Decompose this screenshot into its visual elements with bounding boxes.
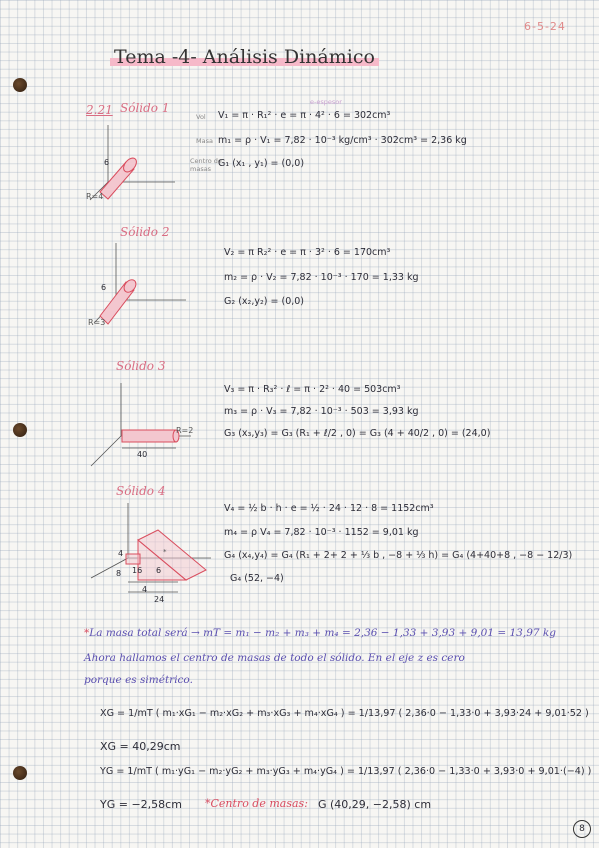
svg-text:*: * [163,548,167,556]
total-mass-text: La masa total será → mT = m₁ − m₂ + m₃ + m₄ = 2,36 − 1,33 + 3,93 + 9,01 = 13,97 kg [89,627,556,639]
annotation-masa: Masa [196,137,213,145]
xg-formula: XG = 1/mT ( m₁·xG₁ − m₂·xG₂ + m₃·xG₃ + m₄·xG₄ ) = 1/13,97 ( 2,36·0 − 1,33·0 + 3,93·24 + 9,01·52 ) [100,708,589,719]
asterisk: * [84,627,90,639]
annotation-espesor: e-espesor [310,98,342,106]
annotation-centro: Centro de masas [190,157,222,173]
date: 6-5-24 [524,20,566,33]
solid2-volume: V₂ = π R₂² · e = π · 3² · 6 = 170cm³ [224,247,391,258]
solid4-dim-b: 24 [154,595,165,604]
solid4-mass: m₄ = ρ V₄ = 7,82 · 10⁻³ · 1152 = 9,01 kg [224,527,419,538]
solid2-mass: m₂ = ρ · V₂ = 7,82 · 10⁻³ · 170 = 1,33 kg [224,272,419,283]
centro-label: *Centro de masas: [205,797,308,810]
instruction-text-1: Ahora hallamos el centro de masas de todo el sólido. En el eje z es cero [84,652,465,664]
solid4-volume: V₄ = ½ b · h · e = ½ · 24 · 12 · 8 = 1152cm³ [224,503,434,514]
solid4-diagram [86,498,226,608]
binder-hole [13,766,27,780]
annotation-vol: Vol [196,113,206,121]
solid4-dim-4b: 4 [142,585,148,594]
solid4-label: Sólido 4 [116,484,166,498]
yg-result: YG = −2,58cm [100,798,182,811]
binder-hole [13,78,27,92]
solid4-center-result: G₄ (52, −4) [230,573,284,584]
solid1-label: Sólido 1 [120,101,170,115]
solid4-dim-16: 16 [132,566,143,575]
page-number: 8 [573,820,591,838]
binder-hole [13,423,27,437]
solid1-dim-r: R=4 [86,192,104,201]
solid1-center: G₁ (x₁ , y₁) = (0,0) [218,158,305,169]
solid2-label: Sólido 2 [120,225,170,239]
solid3-volume: V₃ = π · R₃² · ℓ = π · 2² · 40 = 503cm³ [224,384,401,395]
total-mass-line [84,627,556,639]
solid2-dim-r: R=3 [88,318,106,327]
solid2-center: G₂ (x₂,y₂) = (0,0) [224,296,305,307]
solid2-dim-e: 6 [101,283,107,292]
section-number: 2.21 [86,103,113,117]
yg-formula: YG = 1/mT ( m₁·yG₁ − m₂·yG₂ + m₃·yG₃ + m₄·yG₄ ) = 1/13,97 ( 2,36·0 − 1,33·0 + 3,93·0 + 9,01·(−4) ) [100,766,592,777]
solid3-dim-l: 40 [137,450,148,459]
solid3-dim-r: R=2 [176,426,194,435]
xg-result: XG = 40,29cm [100,740,181,753]
solid1-mass: m₁ = ρ · V₁ = 7,82 · 10⁻³ kg/cm³ · 302cm³ = 2,36 kg [218,135,467,146]
page-title: Tema -4- Análisis Dinámico [110,46,379,68]
solid3-mass: m₃ = ρ · V₃ = 7,82 · 10⁻³ · 503 = 3,93 kg [224,406,419,417]
solid4-dim-8: 8 [116,569,122,578]
solid3-center: G₃ (x₃,y₃) = G₃ (R₁ + ℓ/2 , 0) = G₃ (4 + 40/2 , 0) = (24,0) [224,428,491,439]
solid3-label: Sólido 3 [116,359,166,373]
solid1-volume: V₁ = π · R₁² · e = π · 4² · 6 = 302cm³ [218,110,391,121]
solid4-dim-6: 6 [156,566,162,575]
instruction-text-2: porque es simétrico. [84,674,193,686]
solid4-center: G₄ (x₄,y₄) = G₄ (R₁ + 2+ 2 + ⅓ b , −8 + ⅓ h) = G₄ (4+40+8 , −8 − 12/3) [224,550,573,561]
solid4-dim-h: 4 [118,549,124,558]
solid1-dim-e: 6 [104,158,110,167]
centro-value: G (40,29, −2,58) cm [318,798,432,811]
